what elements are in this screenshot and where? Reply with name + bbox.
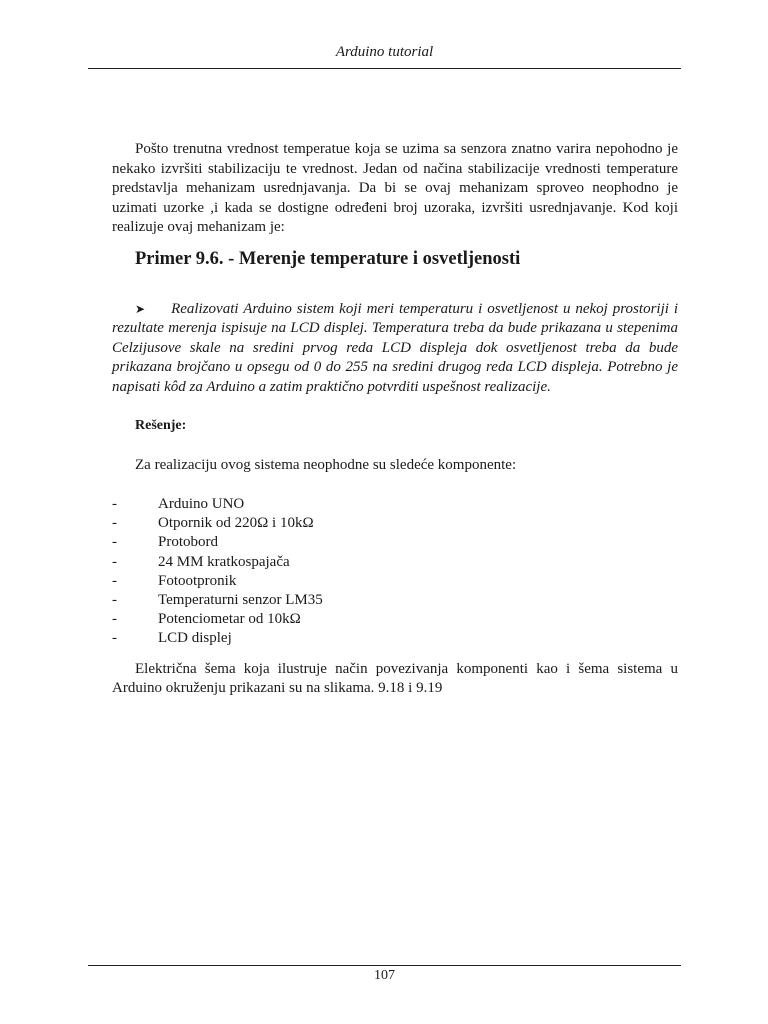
page-content	[112, 140, 678, 699]
list-item-text: 24 MM kratkospajača	[158, 553, 290, 570]
task-paragraph	[112, 300, 678, 398]
list-item	[112, 533, 678, 552]
list-item	[112, 553, 678, 572]
list-dash: -	[112, 591, 117, 608]
list-item	[112, 610, 678, 629]
list-dash: -	[112, 630, 117, 647]
page-header-title: Arduino tutorial	[335, 44, 434, 60]
list-item	[112, 591, 678, 610]
header-rule	[88, 68, 681, 69]
list-item-text: Protobord	[158, 534, 218, 551]
list-item-text: Fotootpronik	[158, 572, 237, 589]
task-text: Realizovati Arduino sistem koji meri temperaturu i osvetljenost u nekoj prostoriji i rezultate merenja ispisuje na LCD displej. Temperatura treba da bude prikazana u stepenima Celzijusove skale na sredini prvog reda LCD displeja dok osvetljenost treba da bude prikazana brojčano u opsegu od 0 do 255 na sredini drugog reda LCD displeja. Potrebno je napisati kôd za Arduino a zatim praktično potvrditi uspešnost realizacije.	[112, 300, 678, 395]
components-list	[112, 495, 678, 649]
example-title: Primer 9.6. - Merenje temperature i osvetljenosti	[135, 248, 521, 269]
list-dash: -	[112, 515, 117, 532]
list-dash: -	[112, 572, 117, 589]
list-dash: -	[112, 553, 117, 570]
list-item-text: Otpornik od 220Ω i 10kΩ	[158, 515, 314, 532]
intro-paragraph: Pošto trenutna vrednost temperatue koja se uzima sa senzora znatno varira nepohodno je nekako izvršiti stabilizaciju te vrednost. Jedan od načina stabilizacije vrednosti temperature predstavlja mehanizam usrednjavanja. Da bi se ovaj mehanizam sproveo neophodno je uzimati uzorke ,i kada se dostigne određeni broj uzoraka, izvršiti usrednjavanje. Kod koji realizuje ovaj mehanizam je:	[112, 141, 678, 235]
components-intro: Za realizaciju ovog sistema neophodne su sledeće komponente:	[135, 456, 517, 473]
list-item	[112, 495, 678, 514]
list-item-text: Arduino UNO	[158, 496, 245, 512]
list-item	[112, 572, 678, 591]
list-item-text: LCD displej	[158, 630, 232, 647]
closing-paragraph: Električna šema koja ilustruje način povezivanja komponenti kao i šema sistema u Arduino okruženju prikazani su na slikama. 9.18 i 9.19	[112, 660, 678, 696]
list-dash: -	[112, 496, 117, 512]
list-item	[112, 629, 678, 648]
list-item-text: Potenciometar od 10kΩ	[158, 611, 301, 628]
footer-rule	[88, 965, 681, 966]
arrow-bullet-icon: ➤	[135, 301, 146, 316]
list-item	[112, 514, 678, 533]
list-item-text: Temperaturni senzor LM35	[158, 591, 323, 608]
list-dash: -	[112, 534, 117, 551]
page-number: 107	[374, 968, 395, 983]
solution-heading: Rešenje:	[135, 418, 187, 433]
list-dash: -	[112, 611, 117, 628]
